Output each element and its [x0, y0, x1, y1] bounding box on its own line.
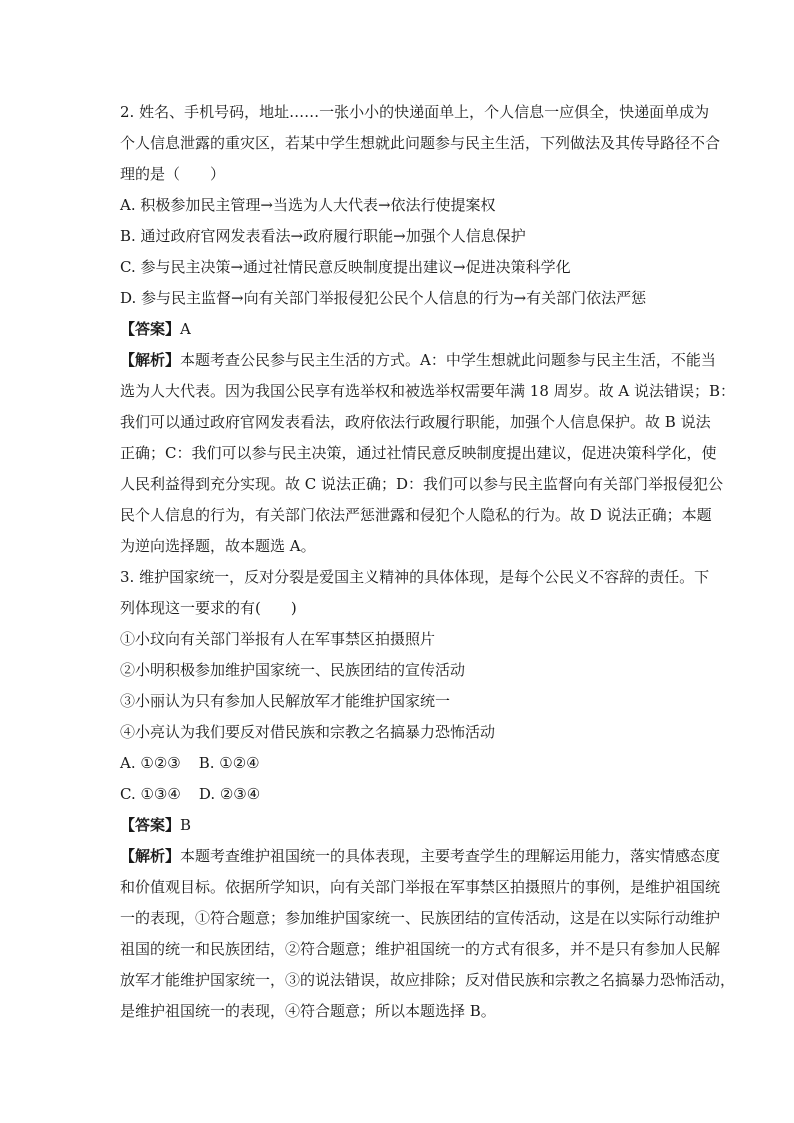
q3-answer	[120, 810, 680, 841]
q3-option-a: A. ①②③	[120, 754, 181, 772]
q2-answer	[120, 314, 680, 345]
q2-analysis-line: 人民利益得到充分实现。故 C 说法正确；D：我们可以参与民主监督向有关部门举报侵犯公	[120, 475, 724, 493]
q2-stem-line: 个人信息泄露的重灾区，若某中学生想就此问题参与民主生活，下列做法及其传导路径不合	[120, 134, 721, 152]
q2-stem-line: 2. 姓名、手机号码，地址……一张小小的快递面单上，个人信息一应俱全，快递面单成为	[120, 103, 710, 121]
analysis-text: 本题考查维护祖国统一的具体表现，主要考查学生的理解运用能力，落实情感态度	[180, 847, 721, 865]
q3-analysis-line	[120, 841, 721, 872]
q3-statement: ④小亮认为我们要反对借民族和宗教之名搞暴力恐怖活动	[120, 723, 496, 741]
analysis-text: 本题考查公民参与民主生活的方式。A：中学生想就此问题参与民主生活，不能当	[180, 351, 716, 369]
answer-value: A	[180, 320, 191, 338]
answer-label: 【答案】	[120, 816, 181, 834]
q3-options-row	[120, 748, 680, 779]
q2-analysis-line: 正确；C：我们可以参与民主决策，通过社情民意反映制度提出建议，促进决策科学化，使	[120, 444, 717, 462]
q3-statement: ③小丽认为只有参加人民解放军才能维护国家统一	[120, 692, 451, 710]
q3-options-row	[120, 779, 680, 810]
q3-analysis-line: 是维护祖国统一的表现，④符合题意；所以本题选择 B。	[120, 1002, 496, 1020]
answer-value: B	[180, 816, 192, 834]
q2-stem-line: 理的是（ ）	[120, 165, 226, 183]
q3-analysis-line: 一的表现，①符合题意；参加维护国家统一、民族团结的宣传活动，这是在以实际行动维护	[120, 909, 721, 927]
question-2	[120, 97, 736, 562]
q3-option-c: C. ①③④	[120, 785, 181, 803]
analysis-label: 【解析】	[120, 847, 181, 865]
analysis-label: 【解析】	[120, 351, 181, 369]
q3-stem-line: 3. 维护国家统一，反对分裂是爱国主义精神的具体体现，是每个公民义不容辞的责任。下	[120, 568, 710, 586]
q2-option-c: C. 参与民主决策→通过社情民意反映制度提出建议→促进决策科学化	[120, 258, 571, 276]
q2-analysis-line	[120, 345, 716, 376]
q3-analysis-line: 和价值观目标。依据所学知识，向有关部门举报在军事禁区拍摄照片的事例，是维护祖国统	[120, 878, 721, 896]
q2-analysis-line: 选为人大代表。因为我国公民享有选举权和被选举权需要年满 18 周岁。故 A 说法错误；B：	[120, 382, 736, 400]
q2-option-a: A. 积极参加民主管理→当选为人大代表→依法行使提案权	[120, 196, 496, 214]
q2-analysis-line: 我们可以通过政府官网发表看法，政府依法行政履行职能，加强个人信息保护。故 B 说法	[120, 413, 711, 431]
question-3	[120, 562, 736, 1027]
q3-stem-line: 列体现这一要求的有( )	[120, 599, 297, 617]
q2-analysis-line: 为逆向选择题，故本题选 A。	[120, 537, 316, 555]
q2-option-d: D. 参与民主监督→向有关部门举报侵犯公民个人信息的行为→有关部门依法严惩	[120, 289, 647, 307]
q3-statement: ②小明积极参加维护国家统一、民族团结的宣传活动	[120, 661, 466, 679]
q3-option-b: B. ①②④	[198, 754, 260, 772]
q3-option-d: D. ②③④	[198, 785, 261, 803]
q3-analysis-line: 放军才能维护国家统一，③的说法错误，故应排除；反对借民族和宗教之名搞暴力恐怖活动，	[120, 971, 736, 989]
q3-analysis-line: 祖国的统一和民族团结，②符合题意；维护祖国统一的方式有很多，并不是只有参加人民解	[120, 940, 721, 958]
q2-analysis-line: 民个人信息的行为，有关部门依法严惩泄露和侵犯个人隐私的行为。故 D 说法正确；本题	[120, 506, 712, 524]
q3-statement: ①小玟向有关部门举报有人在军事禁区拍摄照片	[120, 630, 436, 648]
answer-label: 【答案】	[120, 320, 181, 338]
q2-option-b: B. 通过政府官网发表看法→政府履行职能→加强个人信息保护	[120, 227, 526, 245]
